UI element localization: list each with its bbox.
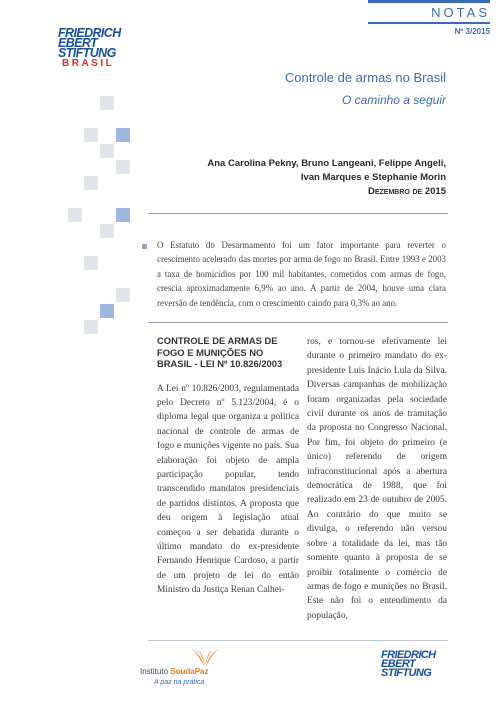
logo-line-3: STIFTUNG: [58, 46, 116, 60]
issue-number: Nº 3/2015: [454, 27, 490, 36]
logo-line-2: EBERT: [58, 36, 98, 50]
rule-above-abstract: [148, 213, 448, 214]
document-subtitle: O caminho a seguir: [341, 93, 446, 107]
deco-square: [116, 288, 130, 302]
series-title: NOTAS: [431, 5, 490, 20]
deco-square: [84, 256, 98, 270]
deco-square: [100, 224, 114, 238]
footer-logo-line-3: STIFTUNG: [381, 667, 432, 679]
fes-footer-logo: [381, 651, 461, 678]
deco-square: [84, 128, 98, 142]
publication-date: Dezembro de 2015: [368, 186, 446, 197]
logo-line-4: BRASIL: [62, 58, 115, 69]
sou-da-paz-name: [140, 667, 208, 676]
deco-square: [116, 208, 130, 222]
deco-square: [84, 176, 98, 190]
deco-square: [116, 128, 130, 142]
deco-square: [68, 208, 82, 222]
abstract-bullet-icon: [142, 244, 147, 249]
deco-square: [84, 320, 98, 334]
authors-line-2: Ivan Marques e Stephanie Morin: [300, 172, 446, 183]
header-divider: [368, 22, 490, 24]
fes-logo: [58, 28, 130, 69]
sou-da-paz-prefix: Instituto: [140, 667, 171, 676]
footer-logo-line-2: EBERT: [381, 658, 416, 670]
sou-da-paz-brand: SoudaPaz: [170, 667, 209, 676]
authors: [126, 157, 446, 185]
logo-line-1: FRIEDRICH: [58, 26, 121, 40]
body-column-1: [157, 335, 299, 598]
deco-square: [100, 304, 114, 318]
section-heading: CONTROLE DE ARMAS DE FOGO E MUNIÇÕES NO BRASIL - LEI Nº 10.826/2003: [157, 335, 283, 369]
series-header: [368, 0, 490, 36]
document-title: Controle de armas no Brasil: [284, 70, 446, 85]
footer-logo-line-1: FRIEDRICH: [381, 649, 436, 661]
deco-square: [100, 144, 114, 158]
abstract: O Estatuto do Desarmamento foi um fator importante para reverter o crescimento acelerado das mortes por arma de fogo no Brasil. Entre 1993 e 2003 a taxa de homicídios por 100 mil habitantes, cometidos com armas de fogo, crescia aproximadamente 6,9% ao ano. A partir de 2004, houve uma clara reversão de tendência, com o crescimento caindo para 0,3% ao ano.: [157, 240, 446, 308]
sou-da-paz-tagline: A paz na prática: [154, 679, 205, 686]
authors-line-1: Ana Carolina Pekny, Bruno Langeani, Felippe Angeli,: [207, 158, 446, 169]
body-column-2: [307, 335, 447, 623]
header-top-bar: [368, 0, 490, 3]
dove-hands-icon: [188, 646, 222, 668]
footer-rule: [148, 640, 448, 641]
deco-square: [100, 96, 114, 110]
rule-below-abstract: [148, 322, 448, 323]
body-paragraph: A Lei nº 10.826/2003, regulamentada pelo Decreto nº 5.123/2004, é o diploma legal que organiza a política nacional de controle de armas de fogo e munições vigente no país. Sua elaboração foi objeto de ampla participação popular, tendo transcendido mandatos presidenciais de partidos distintos. A proposta que deu origem à legislação atual começou a ser debatida durante o último mandato do ex-presidente Fernando Henrique Cardoso, a partir de um projeto de lei do então Ministro da Justiça Renan Calhei-: [157, 383, 299, 596]
body-paragraph: ros, e tornou-se efetivamente lei durante o primeiro mandato do ex-presidente Luis Inácio Lula da Silva. Diversas campanhas de mobilização foram organizadas pela sociedade civil durante os anos de tramitação da proposta no Congresso Nacional. Por fim, foi objeto do primeiro (e único) referendo de origem infraconstitucional após a abertura democrática de 1988, que foi realizado em 23 de outubro de 2005. Ao contrário do que muito se divulga, o referendo não versou sobre a totalidade da lei, mas tão somente quanto à proposta de se proibir totalmente o comércio de armas de fogo e munições no Brasil. Este não foi o entendimento da população,: [307, 337, 447, 621]
